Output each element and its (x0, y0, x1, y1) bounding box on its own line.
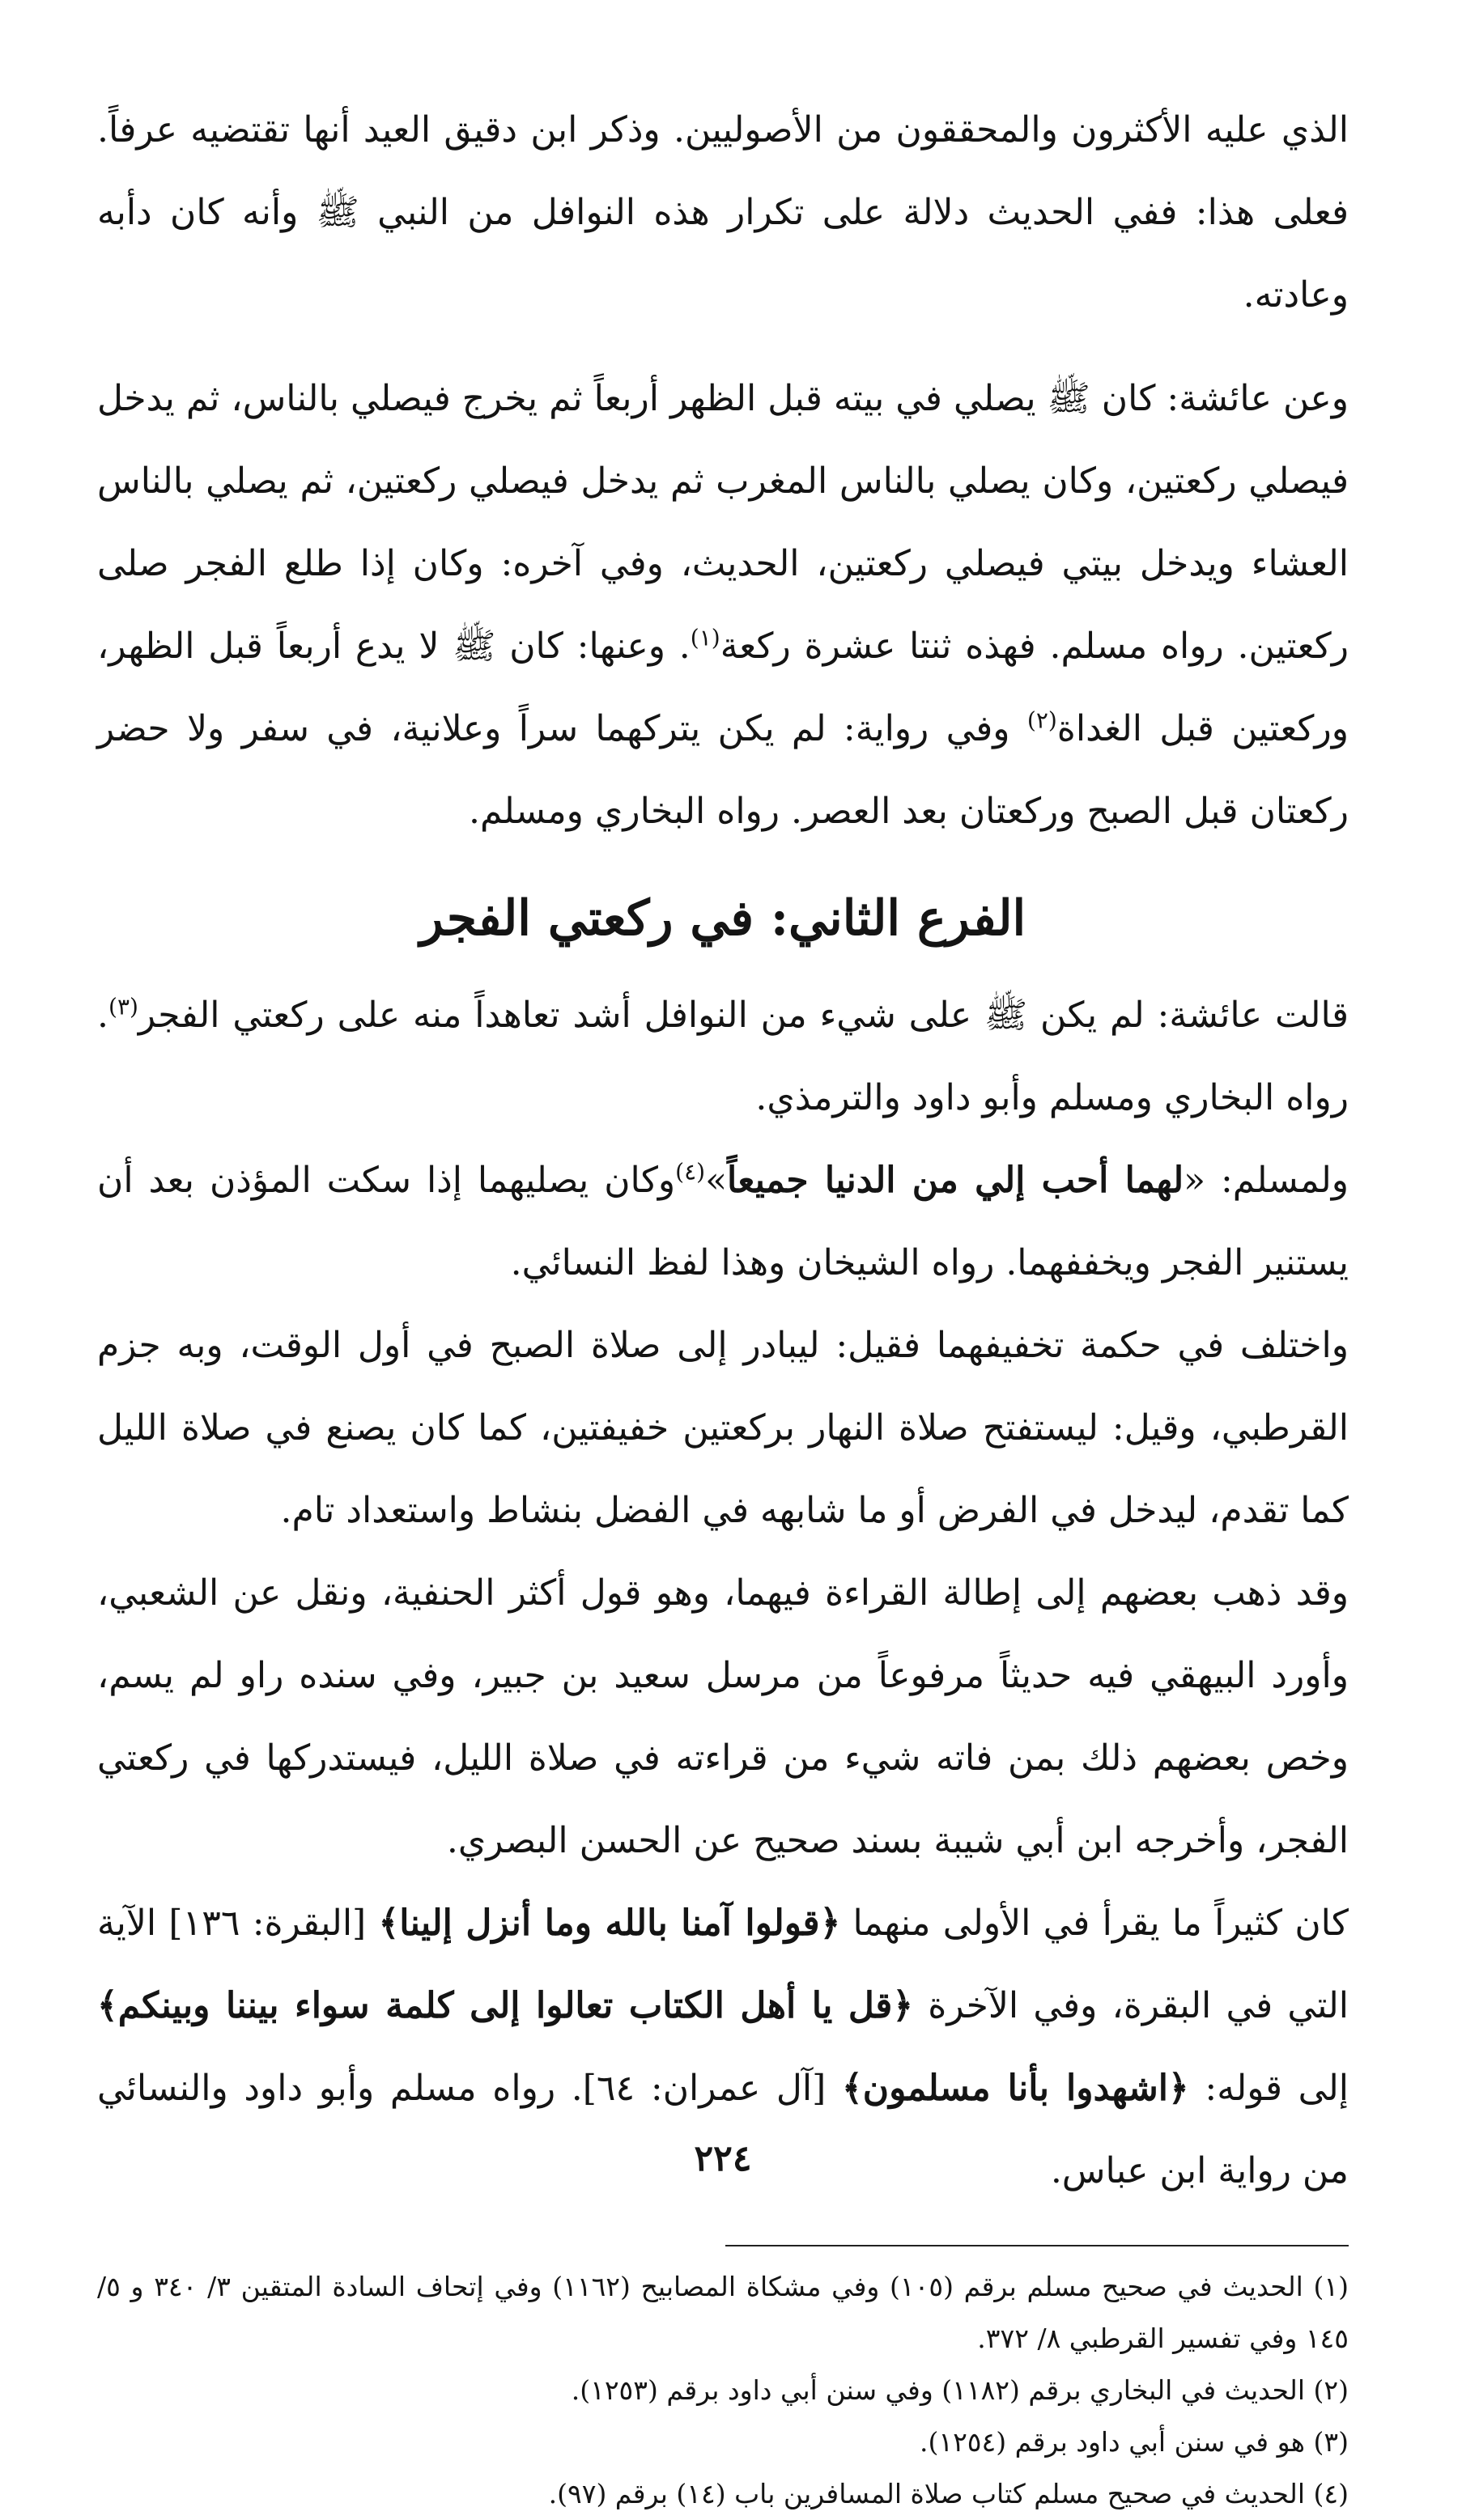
page-number: ٢٢٤ (694, 2138, 752, 2179)
paragraph-text: . رواه البخاري ومسلم وأبو داود والترمذي. (97, 995, 1349, 1118)
paragraph-text: الذي عليه الأكثرون والمحققون من الأصوليين. وذكر ابن دقيق العيد أنها تقتضيه عرفاً. فعلى هذا: ففي الحديث دلالة على تكرار هذه النوافل من النبي ﷺ وأنه كان دأبه وعادته. (97, 109, 1349, 316)
paragraph-text: ولمسلم: « (1184, 1160, 1349, 1201)
paragraph-text: وكان يصليهما إذا سكت المؤذن بعد أن يستنير الفجر ويخففهما. رواه الشيخان وهذا لفظ النسائي. (97, 1160, 1349, 1283)
book-page (97, 89, 1349, 2509)
paragraph-text: واختلف في حكمة تخفيفهما فقيل: ليبادر إلى صلاة الصبح في أول الوقت، وبه جزم القرطبي، وقيل: ليستفتح صلاة النهار بركعتين خفيفتين، كما كان يصنع في صلاة الليل كما تقدم، ليدخل في الفرض أو ما شابهه في الفضل بنشاط واستعداد تام. (97, 1325, 1349, 1531)
footnote-ref-1: (١) (690, 624, 720, 651)
paragraph-lightening-wisdom (97, 1305, 1349, 1552)
paragraph-text: كان كثيراً ما يقرأ في الأولى منهما (840, 1903, 1349, 1944)
paragraph-text: وفي رواية: لم يكن يتركهما سراً وعلانية، في سفر ولا حضر ركعتان قبل الصبح وركعتان بعد العصر. رواه البخاري ومسلم. (97, 708, 1349, 832)
paragraph-text: وعن عائشة: كان ﷺ يصلي في بيته قبل الظهر أربعاً ثم يخرج فيصلي بالناس، ثم يدخل فيصلي ركعتين، وكان يصلي بالناس المغرب ثم يدخل فيصلي ركعتين، ثم يصلي بالناس العشاء ويدخل بيتي فيصلي ركعتين، الحديث، وفي آخره: وكان إذا طلع الفجر صلى ركعتين. رواه مسلم. فهذه ثنتا عشرة ركعة (97, 378, 1349, 667)
paragraph-aisha-hadith (97, 358, 1349, 853)
paragraph-long-recitation (97, 1552, 1349, 1882)
footnote-ref-3: (٣) (108, 993, 138, 1020)
paragraph-continuation (97, 89, 1349, 337)
paragraph-text: قالت عائشة: لم يكن ﷺ على شيء من النوافل أشد تعاهداً منه على ركعتي الفجر (138, 995, 1349, 1036)
footnote-3: (٣) هو في سنن أبي داود برقم (١٢٥٤). (919, 2426, 1349, 2458)
hadith-quote-bold: لهما أحب إلي من الدنيا جميعاً (727, 1160, 1184, 1201)
quran-verse-bold: ﴿قل يا أهل الكتاب تعالوا إلى كلمة سواء بيننا وبينكم﴾ (97, 1985, 914, 2026)
paragraph-text: » (705, 1160, 727, 1201)
paragraph-text: . وعنها: كان ﷺ لا يدع أربعاً قبل الظهر، وركعتين قبل الغداة (97, 626, 1349, 749)
footnote-2: (٢) الحديث في البخاري برقم (١١٨٢) وفي سنن أبي داود برقم (١٢٥٣). (571, 2374, 1349, 2406)
paragraph-text: [آل عمران: ٦٤]. رواه مسلم وأبو داود والنسائي من رواية ابن عباس. (97, 2068, 1349, 2191)
paragraph-text: [البقرة: ١٣٦] الآية التي في البقرة، وفي الآخرة (97, 1903, 1349, 2026)
paragraph-text: إلى قوله: (1188, 2068, 1349, 2109)
quran-verse-bold: ﴿قولوا آمنا بالله وما أنزل إلينا﴾ (378, 1903, 841, 1944)
footnote-separator (725, 2245, 1349, 2246)
section-heading: الفرع الثاني: في ركعتي الفجر (419, 890, 1026, 947)
quran-verse-bold: ﴿اشهدوا بأنا مسلمون﴾ (841, 2068, 1189, 2109)
footnote-ref-4: (٤) (675, 1158, 706, 1186)
paragraph-fajr-sunnah (97, 974, 1349, 1139)
paragraph-text: وقد ذهب بعضهم إلى إطالة القراءة فيهما، وهو قول أكثر الحنفية، ونقل عن الشعبي، وأورد البيهقي فيه حديثاً مرفوعاً من مرسل سعيد بن جبير، وفي سنده راو لم يسم، وخص بعضهم ذلك بمن فاته شيء من قراءته في صلاة الليل، فيستدركها في ركعتي الفجر، وأخرجه ابن أبي شيبة بسند صحيح عن الحسن البصري. (97, 1572, 1349, 1861)
footnote-4: (٤) الحديث في صحيح مسلم كتاب صلاة المسافرين باب (١٤) برقم (٩٧). (548, 2478, 1349, 2509)
footnote-1: (١) الحديث في صحيح مسلم برقم (١٠٥) وفي مشكاة المصابيح (١١٦٢) وفي إتحاف السادة المتقين ٣/ ٣٤٠ و ٥/ ١٤٥ وفي تفسير القرطبي ٨/ ٣٧٢. (97, 2271, 1349, 2354)
paragraph-muslim-narration (97, 1139, 1349, 1305)
footnote-ref-2: (٢) (1026, 706, 1057, 734)
